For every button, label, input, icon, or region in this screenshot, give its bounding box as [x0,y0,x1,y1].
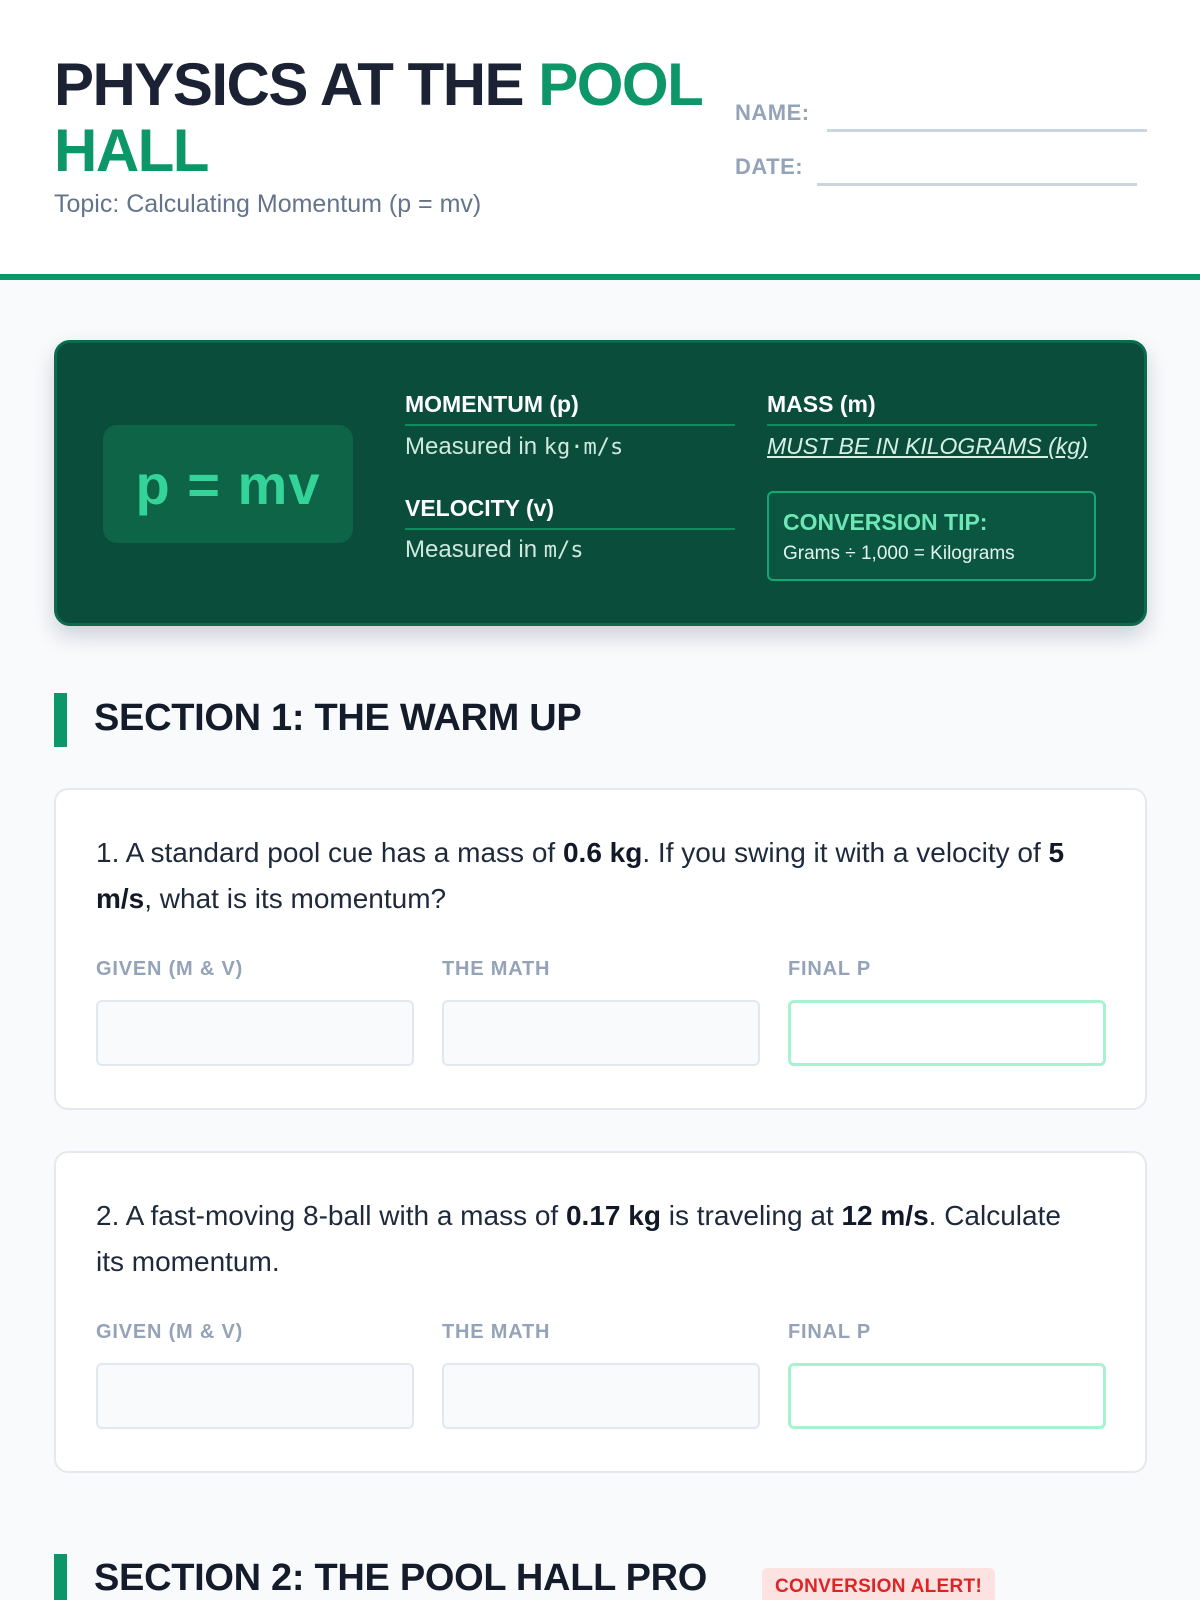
conversion-tip-title: CONVERSION TIP: [783,509,988,535]
velocity-def-text: Measured in [405,536,544,563]
mass-note: MUST BE IN KILOGRAMS (kg) [767,433,1088,459]
question-1-text [96,830,1096,922]
q1-velocity-value: 5 m/s [96,837,1065,914]
velocity-unit: m/s [543,538,584,563]
date-field[interactable] [817,183,1137,186]
math-label: THE MATH [442,1321,551,1343]
final-p-label: FINAL P [788,958,872,980]
formula-card [54,340,1147,626]
q2-text-part: . Calculate its momentum. [96,1200,1061,1277]
q1-text-part: , what is its momentum? [144,883,447,914]
momentum-def-text: Measured in [405,433,544,460]
section-1-title: SECTION 1: THE WARM UP [94,697,582,739]
conversion-tip-box [767,491,1096,581]
q2-mass-value: 0.17 kg [565,1200,661,1231]
math-answer-box[interactable] [442,1363,760,1429]
given-answer-box[interactable] [96,1000,414,1066]
title-main: PHYSICS AT THE [54,51,539,118]
name-field[interactable] [827,129,1147,132]
question-card-2 [54,1151,1147,1473]
section-2-title: SECTION 2: THE POOL HALL PRO [94,1557,708,1599]
formula-badge: p = mv [103,425,353,543]
q1-text-part: . If you swing it with a velocity of [642,837,1049,868]
mass-heading: MASS (m) [767,391,1097,426]
math-label: THE MATH [442,958,551,980]
momentum-unit: kg·m/s [543,435,624,460]
date-label: DATE: [735,154,804,179]
page-title [54,52,714,184]
question-card-1 [54,788,1147,1110]
name-label: NAME: [735,100,810,125]
given-label: GIVEN (M & V) [96,1321,244,1343]
question-2-text [96,1193,1096,1285]
worksheet-header [0,0,1200,280]
given-label: GIVEN (M & V) [96,958,244,980]
final-p-label: FINAL P [788,1321,872,1343]
given-answer-box[interactable] [96,1363,414,1429]
q2-text-part: is traveling at [660,1200,842,1231]
momentum-definition [405,433,623,461]
q1-text-part: 1. A standard pool cue has a mass of [96,837,563,868]
title-accent: POOL HALL [54,51,702,184]
final-p-answer-box[interactable] [788,1000,1106,1066]
conversion-tip-text: Grams ÷ 1,000 = Kilograms [783,543,1015,564]
section-1-accent-bar [54,693,67,747]
final-p-answer-box[interactable] [788,1363,1106,1429]
q1-mass-value: 0.6 kg [562,837,643,868]
momentum-heading: MOMENTUM (p) [405,391,735,426]
conversion-alert-badge: CONVERSION ALERT! [762,1568,995,1600]
velocity-heading: VELOCITY (v) [405,495,735,530]
topic-subtitle: Topic: Calculating Momentum (p = mv) [54,190,482,218]
section-2-accent-bar [54,1554,67,1600]
q2-velocity-value: 12 m/s [841,1200,929,1231]
velocity-definition [405,536,584,564]
q2-text-part: 2. A fast-moving 8-ball with a mass of [96,1200,566,1231]
math-answer-box[interactable] [442,1000,760,1066]
